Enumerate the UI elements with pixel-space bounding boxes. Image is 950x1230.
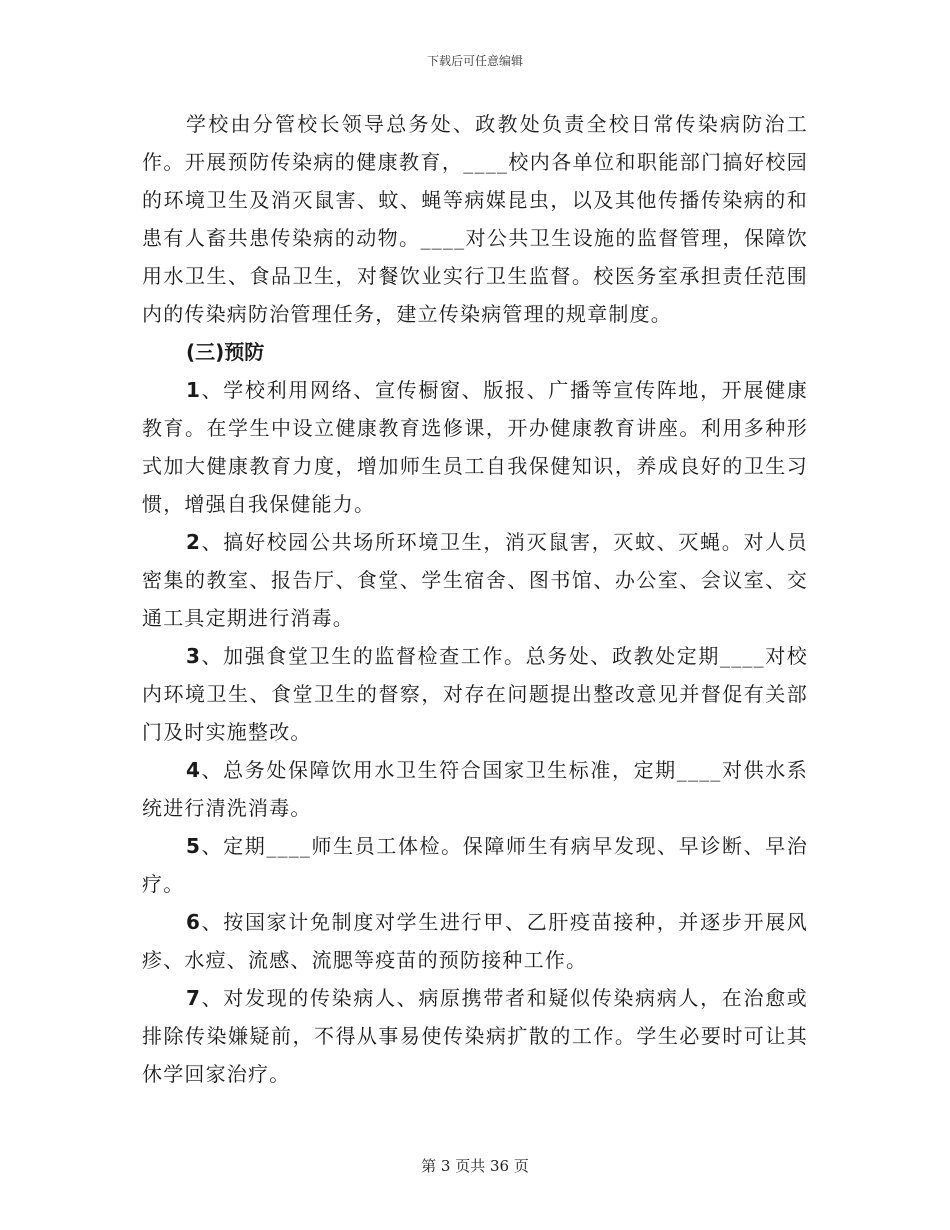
list-item xyxy=(142,751,808,827)
page-header: 下载后可任意编辑 xyxy=(426,54,523,68)
page-footer: 第 3 页共 36 页 xyxy=(421,1157,529,1175)
list-item xyxy=(142,903,808,979)
list-item xyxy=(142,979,808,1093)
item-number: 1 xyxy=(186,378,202,402)
section-heading: (三)预防 xyxy=(186,340,265,364)
item-number: 7 xyxy=(186,986,202,1010)
item-text: 、定期____师生员工体检。保障师生有病早发现、早诊断、早治疗。 xyxy=(142,834,808,896)
list-item xyxy=(142,827,808,903)
intro-paragraph: 学校由分管校长领导总务处、政教处负责全校日常传染病防治工作。开展预防传染病的健康教育，____校内各单位和职能部门搞好校园的环境卫生及消灭鼠害、蚊、蝇等病媒昆虫，以及其他传播传染病的和患有人畜共患传染病的动物。____对公共卫生设施的监督管理，保障饮用水卫生、食品卫生，对餐饮业实行卫生监督。校医务室承担责任范围内的传染病防治管理任务，建立传染病管理的规章制度。 xyxy=(142,112,808,326)
item-number: 4 xyxy=(186,758,202,782)
item-number: 5 xyxy=(186,834,202,858)
item-number: 3 xyxy=(186,644,202,668)
item-text: 、搞好校园公共场所环境卫生，消灭鼠害，灭蚊、灭蝇。对人员密集的教室、报告厅、食堂、学生宿舍、图书馆、办公室、会议室、交通工具定期进行消毒。 xyxy=(142,530,808,630)
item-text: 、按国家计免制度对学生进行甲、乙肝疫苗接种，并逐步开展风疹、水痘、流感、流腮等疫苗的预防接种工作。 xyxy=(142,910,808,972)
item-number: 6 xyxy=(186,910,202,934)
item-text: 、总务处保障饮用水卫生符合国家卫生标准，定期____对供水系统进行清洗消毒。 xyxy=(142,758,808,820)
list-item xyxy=(142,371,808,523)
list-item xyxy=(142,523,808,637)
list-item xyxy=(142,637,808,751)
item-number: 2 xyxy=(186,530,202,554)
item-text: 、学校利用网络、宣传橱窗、版报、广播等宣传阵地，开展健康教育。在学生中设立健康教育选修课，开办健康教育讲座。利用多种形式加大健康教育力度，增加师生员工自我保健知识，养成良好的卫生习惯，增强自我保健能力。 xyxy=(142,378,808,516)
item-text: 、加强食堂卫生的监督检查工作。总务处、政教处定期____对校内环境卫生、食堂卫生的督察，对存在问题提出整改意见并督促有关部门及时实施整改。 xyxy=(142,644,808,744)
item-text: 、对发现的传染病人、病原携带者和疑似传染病病人，在治愈或排除传染嫌疑前，不得从事易使传染病扩散的工作。学生必要时可让其休学回家治疗。 xyxy=(142,986,808,1086)
document-body xyxy=(142,105,808,1093)
